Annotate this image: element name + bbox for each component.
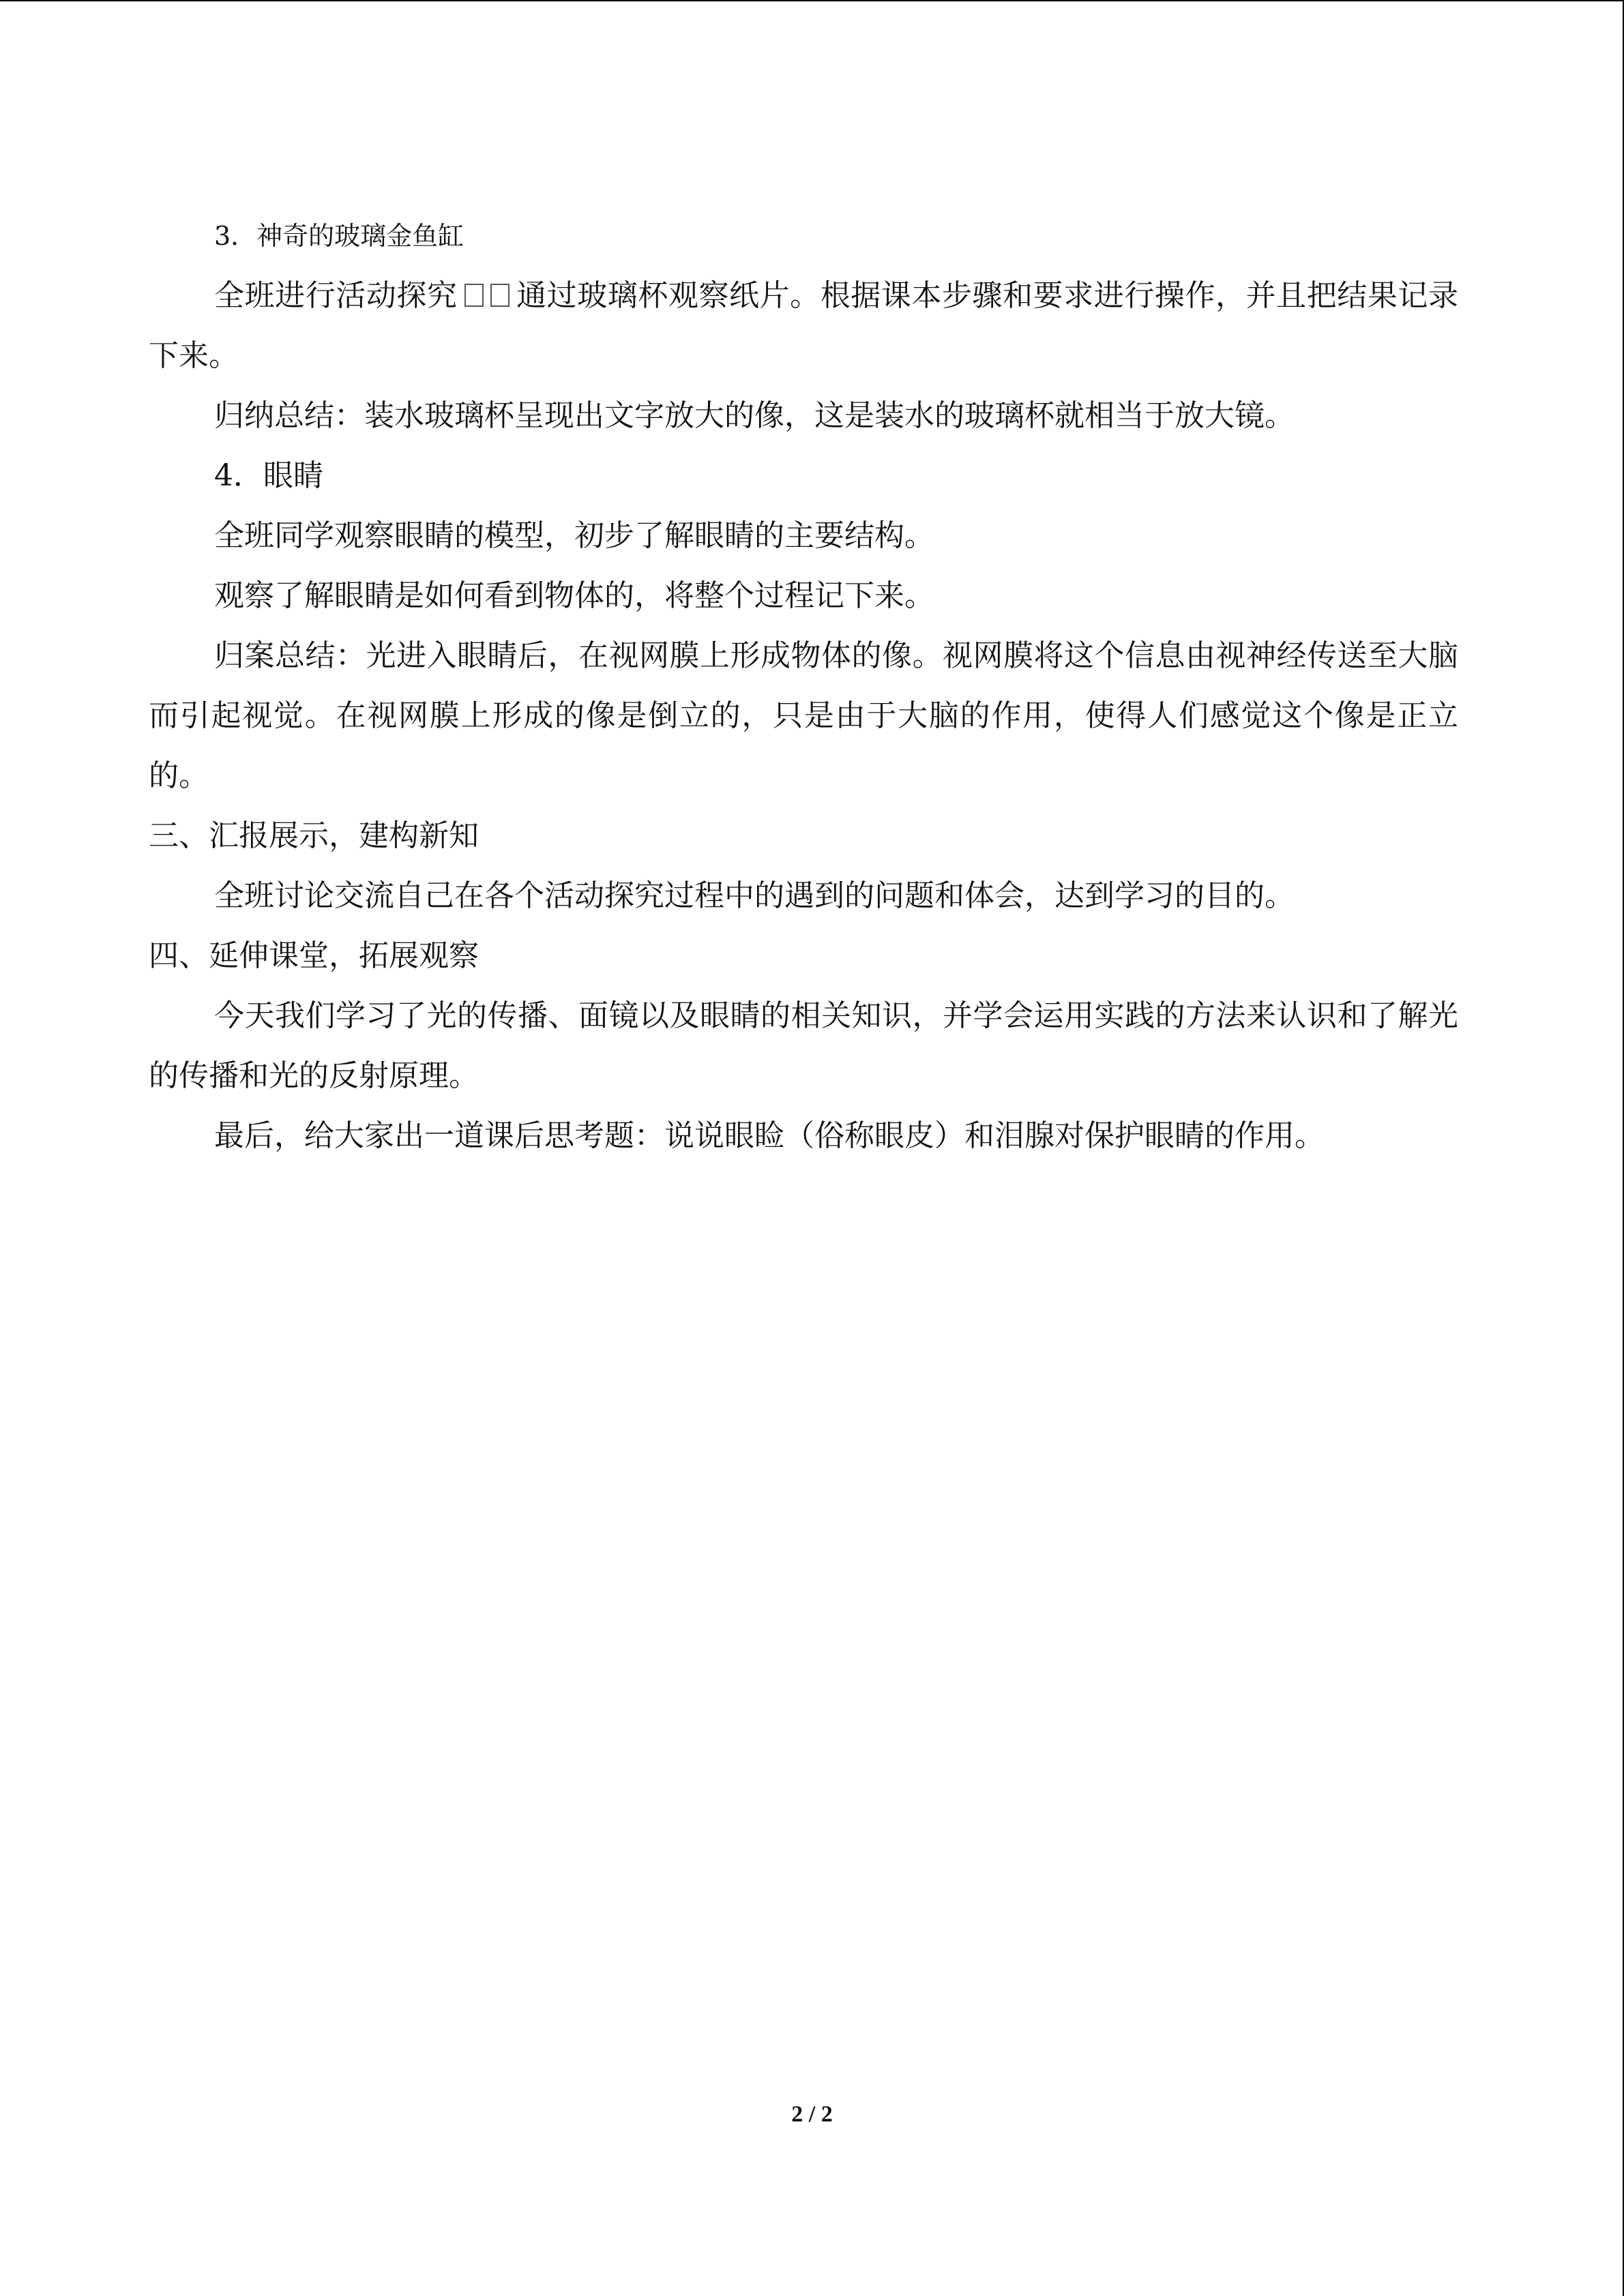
paragraph-text-after-boxes: 通过玻璃杯观察纸片。根据课本步骤和要求进行操作，并且把结果记录下来。	[149, 278, 1458, 373]
section-heading-report: 三、汇报展示，建构新知	[149, 818, 479, 853]
page-number: 2 / 2	[791, 2102, 833, 2127]
placeholder-box-icon	[464, 284, 484, 307]
paragraph-eye-model: 全班同学观察眼睛的模型，初步了解眼睛的主要结构。	[214, 518, 934, 553]
paragraph-review: 今天我们学习了光的传播、面镜以及眼睛的相关知识，并学会运用实践的方法来认识和了解光的传播和光的反射原理。	[149, 998, 1458, 1093]
subsection-heading-eye: 4．眼睛	[214, 458, 323, 493]
paragraph-text-before-boxes: 全班进行活动探究	[214, 278, 458, 313]
placeholder-box-icon	[490, 284, 510, 307]
paragraph-homework-question: 最后，给大家出一道课后思考题：说说眼睑（俗称眼皮）和泪腺对保护眼睛的作用。	[214, 1118, 1325, 1153]
paragraph-activity-glass-cup	[149, 266, 1458, 386]
paragraph-summary-magnifier: 归纳总结：装水玻璃杯呈现出文字放大的像，这是装水的玻璃杯就相当于放大镜。	[214, 398, 1295, 433]
subsection-heading-glass-fishbowl: 3．神奇的玻璃金鱼缸	[214, 221, 464, 251]
document-body	[149, 206, 1458, 1166]
paragraph-summary-retina: 归案总结：光进入眼睛后，在视网膜上形成物体的像。视网膜将这个信息由视神经传送至大脑而引起视觉。在视网膜上形成的像是倒立的，只是由于大脑的作用，使得人们感觉这个像是正立的。	[149, 638, 1458, 793]
paragraph-eye-observation: 观察了解眼睛是如何看到物体的，将整个过程记下来。	[214, 578, 934, 613]
paragraph-class-discussion: 全班讨论交流自己在各个活动探究过程中的遇到的问题和体会，达到学习的目的。	[214, 878, 1295, 913]
section-heading-extension: 四、延伸课堂，拓展观察	[149, 938, 479, 973]
